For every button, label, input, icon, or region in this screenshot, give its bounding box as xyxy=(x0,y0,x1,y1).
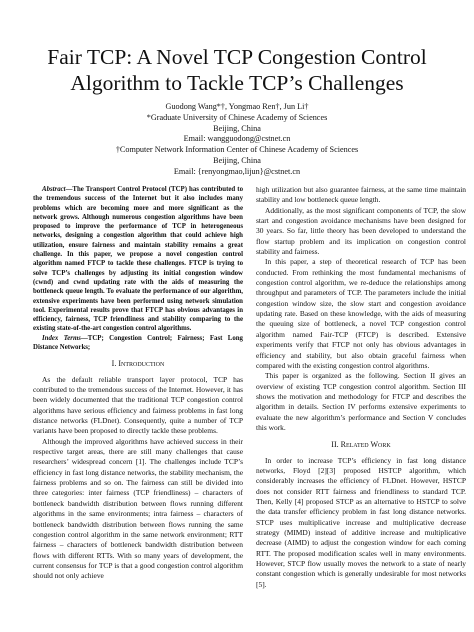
city-2: Beijing, China xyxy=(213,155,261,165)
index-terms-text: —TCP; Congestion Control; Fairness; Fast Long Distance Networks; xyxy=(33,334,243,352)
intro-paragraph-6: This paper is organized as the following. Section II gives an overview of existing TCP congestion control algorithm. Section III shows the motivation and methodology for FTCP and describes the algorithm in details. Section IV performs extensive experiments to evaluate the new algorithm’s performance and Section V concludes this work. xyxy=(256,371,466,432)
section-heading-related-work: II. Related Work xyxy=(331,440,391,450)
intro-paragraph-2: Although the improved algorithms have achieved success in their respective target areas, there are still many challenges that cause researchers’ widespread concern [1]. The challenges include TCP’s efficiency in fast long distance networks, the stability mechanism, the fairness problems and so on. The fairness can still be divided into three categories: inter fairness (TCP friendliness) – characters of bottleneck bandwidth distribution between flows running different algorithms in the same environments; intra fairness – characters of bottleneck bandwidth distribution between flows running the same congestion control algorithm in the same network environment; RTT fairness – characters of bottleneck bandwidth distribution between flows with different RTTs. With so many years of development, the current consensus for TCP is that a good congestion control algorithm should not only achieve xyxy=(33,436,243,581)
related-work-paragraph-1: In order to increase TCP’s efficiency in fast long distance networks, Floyd [2][3] proposed HSTCP algorithm, which considerably increases the efficiency of FLDnet. However, HSTCP does not consider RTT fairness and friendliness to standard TCP. Then, Kelly [4] proposed STCP as an alternative to HSTCP to solve the data transfer efficiency problem in fast long distance networks. STCP uses multiplicative increase and multiplicative decrease strategy (MIMD) instead of additive increase and multiplicative decrease (AIMD) to adjust the congestion window for each coming RTT. The proposed modification scales well in many environments. However, STCP flow usually moves the network to a state of nearly constant congestion which is generally undesirable for most networks [5]. xyxy=(256,455,466,589)
intro-paragraph-4: Additionally, as the most significant components of TCP, the slow start and congestion avoidance mechanisms have been designed for 30 years. So far, little theory has been developed to understand the flow startup problem and its implication on congestion control stability and fairness. xyxy=(256,205,466,257)
affiliation-2: †Computer Network Information Center of Chinese Academy of Sciences xyxy=(115,145,359,155)
right-column xyxy=(256,185,466,590)
abstract xyxy=(33,185,243,334)
author-block xyxy=(60,102,414,178)
abstract-text: —The Transport Control Protocol (TCP) has contributed to the tremendous success of the Internet but it also includes many problems which are becoming more and more significant as the network grows. Although numerous congestion algorithms have been proposed to improve the performance of TCP in heterogeneous networks, designing a congestion algorithm that could achieve high utilization, ensure fairness and maintain stability remains a great challenge. In this paper, we propose a novel congestion control algorithm named FTCP to tackle these challenges. FTCP is trying to solve TCP’s challenges by adjusting its initial congestion window (cwnd) and cwnd updating rate with the aids of measuring the bottleneck queue length. To evaluate the performance of our algorithm, extensive experiments have been performed using network simulation tool. Experimental results prove that FTCP has obvious advantages in efficiency, fairness, TCP friendliness and stability comparing to the existing state-of-the-art congestion control algorithms. xyxy=(33,186,243,333)
intro-paragraph-1: As the default reliable transport layer protocol, TCP has contributed to the tremendous success of the Internet. However, it has been widely documented that the traditional TCP congestion control algorithms have serious efficiency and fairness problems in fast long distance networks (FLDnet). Consequently, quite a number of TCP variants have been proposed to directly tackle these problems. xyxy=(33,374,243,436)
intro-paragraph-5: In this paper, a step of theoretical research of TCP has been conducted. From rethinking the most fundamental mechanisms of congestion control algorithm, we re-deduce the relationships among throughput and parameters of TCP. The parameters include the initial congestion window size, the slow start and congestion avoidance updating rate. Based on these knowledge, with the aids of measuring the queuing size of bottleneck, a novel TCP congestion control algorithm named Fair-TCP (FTCP) is described. Extensive experiments verify that FTCP not only has obvious advantages in efficiency and stability, but also obtain graceful fairness when compared with the existing congestion control algorithms. xyxy=(256,257,466,370)
left-column xyxy=(33,185,243,582)
paper-title: Fair TCP: A Novel TCP Congestion Control Algorithm to Tackle TCP’s Challenges xyxy=(47,45,427,95)
email-1: Email: wangguodong@cstnet.cn xyxy=(183,134,291,144)
section-heading-introduction: I. Introduction xyxy=(111,359,165,369)
index-terms xyxy=(33,334,243,353)
index-terms-label: Index Terms xyxy=(42,334,81,342)
city-1: Beijing, China xyxy=(213,123,261,133)
abstract-label: Abstract xyxy=(42,186,66,193)
intro-paragraph-3: high utilization but also guarantee fairness, at the same time maintain stability and low bottleneck queue length. xyxy=(256,185,466,205)
author-names: Guodong Wang*†, Yongmao Ren†, Jun Li† xyxy=(165,102,309,111)
email-2: Email: {renyongmao,lijun}@cstnet.cn xyxy=(173,166,301,176)
affiliation-1: *Graduate University of Chinese Academy of Sciences xyxy=(146,112,328,122)
